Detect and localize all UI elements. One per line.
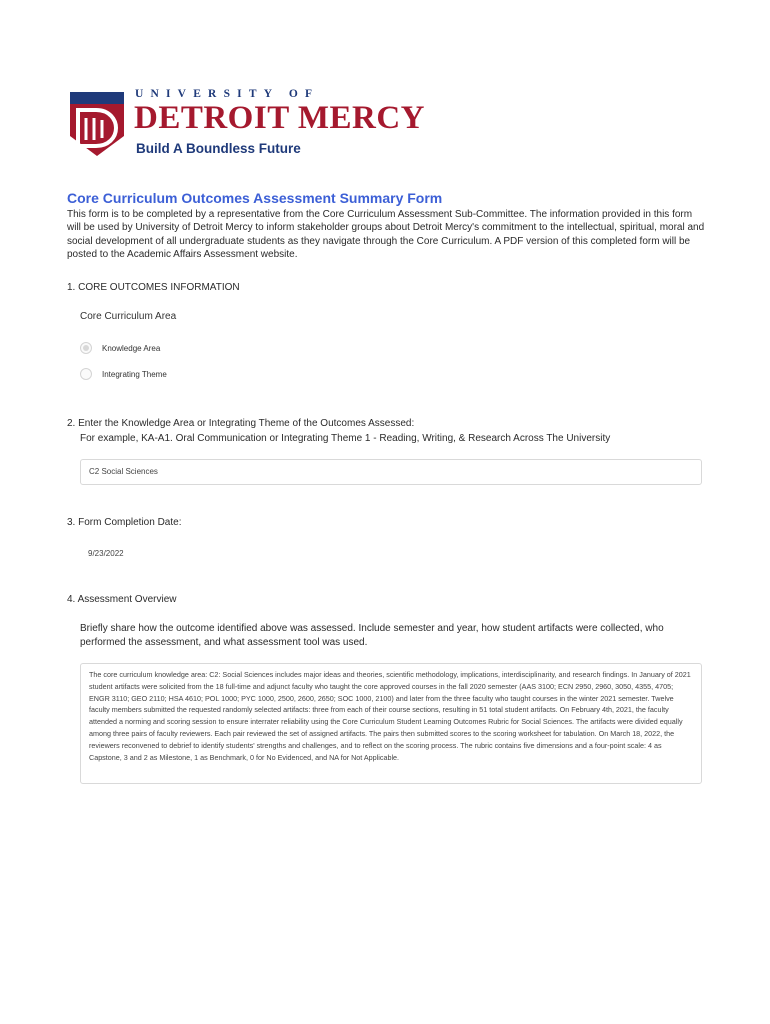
- radio-button-selected[interactable]: [80, 342, 92, 354]
- assessment-overview-textarea[interactable]: [80, 663, 702, 784]
- completion-date-field[interactable]: 9/23/2022: [88, 549, 124, 558]
- radio-label: Knowledge Area: [102, 343, 161, 353]
- radio-label: Integrating Theme: [102, 369, 167, 379]
- logo-tagline: Build A Boundless Future: [136, 141, 301, 156]
- section2-example: For example, KA-A1. Oral Communication or Integrating Theme 1 - Reading, Writing, & Research Across The University: [80, 433, 611, 444]
- section1-heading: 1. CORE OUTCOMES INFORMATION: [67, 282, 240, 293]
- logo-university-of: UNIVERSITY OF: [135, 88, 320, 100]
- radio-option-knowledge-area[interactable]: [80, 340, 160, 356]
- form-intro: This form is to be completed by a representative from the Core Curriculum Assessment Sub-Committee. The information provided in this form will be used by University of Detroit Mercy to inform stakeholder groups about Detroit Mercy's commitment to the intellectual, spiritual, moral and social development of all undergraduate students as they navigate through the Core Curriculum. A PDF version of this completed form will be posted to the Academic Affairs Assessment website.: [67, 209, 705, 260]
- knowledge-area-input[interactable]: [80, 459, 702, 485]
- core-area-label: Core Curriculum Area: [80, 311, 177, 322]
- logo-name: DETROIT MERCY: [134, 100, 426, 136]
- detroit-mercy-shield-icon: [68, 90, 126, 158]
- assessment-overview-value: The core curriculum knowledge area: C2: Social Sciences includes major ideas and theories, scientific methodology, implications, interdisciplinarity, and research findings. In January of 2021 student artifacts were solicited from the 18 full-time and adjunct faculty who taught the core approved courses in the fall 2020 semester (AAS 3100; ECN 2950, 2960, 3050, 4355, 4705; ENGR 3110; GEO 2110; HSA 4610; POL 1000; PYC 1000, 2500, 2600, 2650; SOC 1000, 2100) and later from the three faculty who taught courses in the winter 2021 semester. Twelve faculty members submitted the requested randomly selected artifacts: three from each of their course sections, resulting in 51 total student artifacts. On February 4th, 2021, the faculty attended a norming and scoring session to ensure interrater reliability using the Core Curriculum Student Learning Outcomes Rubric for Social Sciences. The artifacts were divided equally among three pairs of faculty reviewers. Each pair reviewed the set of assigned artifacts. The pairs then submitted scores to the scoring worksheet for tabulation. On March 18, 2022, the reviewers reconvened to debrief to identify students' strengths and challenges, and to reflect on the scoring process. The rubric contains five dimensions and a four-point scale: 4 as Capstone, 3 and 2 as Milestone, 1 as Benchmark, 0 for No Evidenced, and NA for Not Applicable.: [89, 670, 691, 762]
- form-title: Core Curriculum Outcomes Assessment Summary Form: [67, 190, 443, 206]
- radio-button[interactable]: [80, 368, 92, 380]
- radio-option-integrating-theme[interactable]: [80, 366, 167, 382]
- radio-dot: [83, 345, 89, 351]
- section2-heading: 2. Enter the Knowledge Area or Integrating Theme of the Outcomes Assessed:: [67, 418, 415, 429]
- section4-heading: 4. Assessment Overview: [67, 594, 177, 605]
- knowledge-area-value: C2 Social Sciences: [89, 467, 158, 476]
- section4-description: Briefly share how the outcome identified above was assessed. Include semester and year, how student artifacts were collected, who performed the assessment, and what assessment tool was used.: [80, 623, 664, 648]
- university-logo: [68, 88, 468, 160]
- section3-heading: 3. Form Completion Date:: [67, 517, 182, 528]
